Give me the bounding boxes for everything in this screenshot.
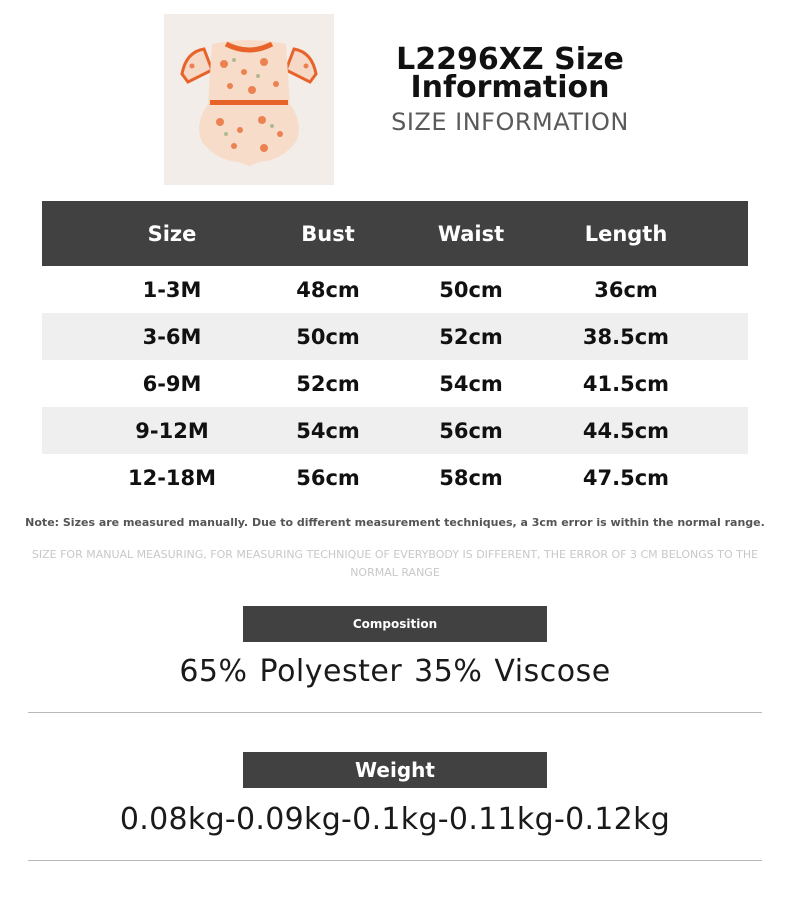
page-title-line2: Information [410, 70, 610, 105]
measurement-note-secondary: SIZE FOR MANUAL MEASURING, FOR MEASURING TECHNIQUE OF EVERYBODY IS DIFFERENT, THE ERROR OF 3 CM BELONGS TO THE NORMAL RANGE [31, 548, 759, 579]
weight-value: 0.08kg-0.09kg-0.1kg-0.11kg-0.12kg [119, 802, 671, 837]
divider [28, 860, 762, 861]
table-row [42, 407, 748, 454]
measurement-note: Note: Sizes are measured manually. Due to different measurement techniques, a 3cm error is within the normal range. [25, 516, 765, 529]
title-block [340, 42, 680, 136]
header-waist: Waist [437, 221, 505, 246]
cell-length: 38.5cm [582, 324, 670, 349]
cell-length: 44.5cm [582, 418, 670, 443]
cell-waist: 56cm [439, 418, 503, 443]
header-bust: Bust [301, 221, 355, 246]
cell-size: 1-3M [142, 277, 202, 302]
cell-size: 9-12M [135, 418, 209, 443]
cell-bust: 50cm [296, 324, 360, 349]
size-table [42, 201, 748, 501]
cell-bust: 54cm [296, 418, 360, 443]
table-row [42, 313, 748, 360]
product-image [164, 14, 334, 185]
table-header-row [42, 201, 748, 266]
cell-bust: 56cm [296, 465, 360, 490]
cell-size: 3-6M [142, 324, 202, 349]
romper-illustration [164, 14, 334, 185]
cell-length: 36cm [594, 277, 658, 302]
header-length: Length [584, 221, 668, 246]
header-size: Size [147, 221, 197, 246]
cell-waist: 50cm [439, 277, 503, 302]
cell-size: 12-18M [127, 465, 217, 490]
cell-waist: 52cm [439, 324, 503, 349]
weight-label: Weight [243, 752, 547, 788]
cell-size: 6-9M [142, 371, 202, 396]
page-title-line1: L2296XZ Size [396, 42, 624, 77]
composition-value: 65% Polyester 35% Viscose [179, 654, 611, 689]
cell-waist: 54cm [439, 371, 503, 396]
table-row [42, 266, 748, 313]
cell-bust: 52cm [296, 371, 360, 396]
cell-bust: 48cm [296, 277, 360, 302]
page-subtitle: SIZE INFORMATION [391, 108, 629, 136]
table-row [42, 360, 748, 407]
cell-length: 41.5cm [582, 371, 670, 396]
table-row [42, 454, 748, 501]
cell-length: 47.5cm [582, 465, 670, 490]
divider [28, 712, 762, 713]
composition-label: Composition [243, 606, 547, 642]
cell-waist: 58cm [439, 465, 503, 490]
